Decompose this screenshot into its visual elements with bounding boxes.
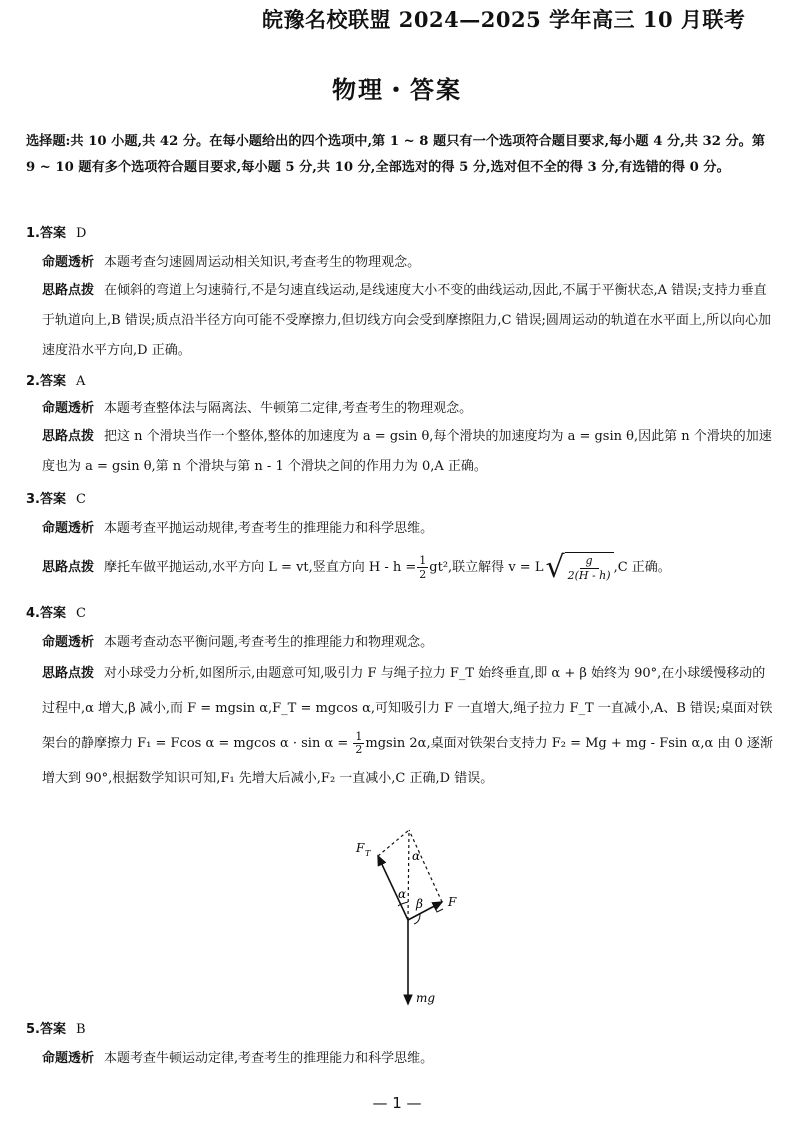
question-number: 4. (26, 606, 40, 621)
analysis-text: 本题考查牛顿运动定律,考查考生的推理能力和科学思维。 (104, 1051, 434, 1066)
answer-value: A (76, 374, 86, 389)
fraction (353, 731, 364, 756)
question-number: 5. (26, 1022, 40, 1037)
hint-text: 摩托车做平抛运动,水平方向 L = vt,竖直方向 H - h = (104, 560, 417, 575)
question-number: 2. (26, 374, 40, 389)
analysis-text: 本题考查整体法与隔离法、牛顿第二定律,考查考生的物理观念。 (104, 401, 473, 416)
resultant-dashed (408, 830, 409, 920)
analysis-row (42, 395, 778, 422)
hint-text: 对小球受力分析,如图所示,由题意可知,吸引力 F 与绳子拉力 F_T 始终垂直,即 α + β 始终为 90°,在小球缓慢移动的过程中,α 增大,β 减小,而 F = mgsin α,F_T = mgcos α,可知吸引力 F 一直增大,绳子拉力 F_T 一直减小,A、B 错误;桌面对铁架台的静摩擦力 F₁ = Fcos α = mgcos α · sin α = (42, 666, 773, 751)
analysis-text: 本题考查动态平衡问题,考查考生的推理能力和物理观念。 (104, 635, 434, 650)
beta-label: β (416, 897, 423, 911)
instructions: 选择题:共 10 小题,共 42 分。在每小题给出的四个选项中,第 1 ~ 8 题只有一个选项符合题目要求,每小题 4 分,共 32 分。第 9 ~ 10 题有多个选项符合题目要求,每小题 5 分,共 10 分,全部选对的得 5 分,选对但不全的得 3 分,有选错的得 0 分。 (26, 134, 766, 175)
ft-subscript: T (365, 849, 371, 858)
answer-value: D (76, 226, 87, 241)
page-number: — 1 — (372, 1094, 422, 1112)
answer-value: C (76, 606, 86, 621)
hint-text: 在倾斜的弯道上匀速骑行,不是匀速直线运动,是线速度大小不变的曲线运动,因此,不属于平衡状态,A 错误;支持力垂直于轨道向上,B 错误;质点沿半径方向可能不受摩擦力,但切线方向会受到摩擦阻力,C 错误;圆周运动的轨道在水平面上,所以向心加速度沿水平方向,D 正确。 (42, 283, 772, 358)
fraction-denominator: 2 (355, 743, 363, 756)
hint-label: 思路点拨 (42, 429, 95, 444)
hint-label: 思路点拨 (42, 560, 95, 575)
answer-label: 答案 (39, 374, 66, 389)
page-title: 物理・答案 (332, 75, 462, 104)
analysis-label: 命题透析 (42, 401, 95, 416)
hint-row (42, 656, 778, 796)
hint-text: ,C 正确。 (613, 560, 671, 575)
hint-row (42, 549, 778, 585)
answer-label: 答案 (39, 606, 66, 621)
analysis-row (42, 249, 778, 276)
question-3 (26, 488, 778, 583)
mg-label: mg (416, 991, 436, 1005)
hint-row (42, 422, 778, 482)
analysis-text: 本题考查平抛运动规律,考查考生的推理能力和科学思维。 (104, 521, 434, 536)
question-4 (26, 602, 778, 796)
dashed-line-left (378, 830, 409, 856)
answer-line (26, 488, 778, 507)
answer-line (26, 1018, 778, 1037)
answer-value: B (76, 1022, 86, 1037)
analysis-row (42, 1045, 778, 1072)
fraction (417, 554, 428, 581)
analysis-row (42, 629, 778, 656)
question-2 (26, 370, 778, 482)
hint-text: 把这 n 个滑块当作一个整体,整体的加速度为 a = gsin θ,每个滑块的加速度均为 a = gsin θ,因此第 n 个滑块的加速度也为 a = gsin θ,第 n 个滑块与第 n - 1 个滑块之间的作用力为 0,A 正确。 (42, 429, 772, 474)
analysis-label: 命题透析 (42, 1051, 95, 1066)
hint-text: mgsin 2α,桌面对铁架台支持力 F₂ = Mg + mg - Fsin α,α 由 0 逐渐增大到 90°,根据数学知识可知,F₁ 先增大后减小,F₂ 一直减小,C 正确,D 错误。 (42, 736, 773, 786)
fraction-denominator: 2 (419, 568, 427, 581)
answer-line (26, 602, 778, 621)
analysis-row (42, 515, 778, 542)
question-number: 1. (26, 226, 40, 241)
analysis-label: 命题透析 (42, 635, 95, 650)
analysis-text: 本题考查匀速圆周运动相关知识,考查考生的物理观念。 (104, 255, 421, 270)
exam-title: 皖豫名校联盟 2024—2025 学年高三 10 月联考 (262, 7, 746, 32)
ft-label: F (356, 841, 365, 855)
question-number: 3. (26, 492, 40, 507)
answer-line (26, 370, 778, 389)
answer-value: C (76, 492, 86, 507)
hint-row (0, 276, 778, 366)
answer-label: 答案 (39, 226, 66, 241)
dashed-line-right (409, 830, 442, 902)
hint-text: gt²,联立解得 v = L (429, 560, 544, 575)
hint-label: 思路点拨 (42, 283, 95, 298)
fraction-numerator: 1 (419, 554, 427, 567)
sqrt-icon: √ (545, 549, 565, 585)
question-1 (26, 222, 778, 366)
alpha-label-bottom: α (398, 887, 407, 901)
sqrt-denominator: 2(H - h) (567, 569, 611, 582)
answer-label: 答案 (39, 1022, 66, 1037)
fraction-numerator: 1 (355, 730, 363, 743)
right-angle-icon (434, 906, 443, 912)
sqrt-numerator: g (580, 554, 599, 569)
analysis-label: 命题透析 (42, 255, 95, 270)
answer-line (26, 222, 778, 241)
f-label: F (448, 895, 457, 909)
sqrt-fraction (565, 552, 614, 583)
alpha-label-top: α (412, 849, 421, 863)
force-diagram (340, 822, 480, 1010)
hint-label: 思路点拨 (42, 666, 95, 681)
answer-label: 答案 (39, 492, 66, 507)
analysis-label: 命题透析 (42, 521, 95, 536)
question-5 (26, 1018, 778, 1072)
